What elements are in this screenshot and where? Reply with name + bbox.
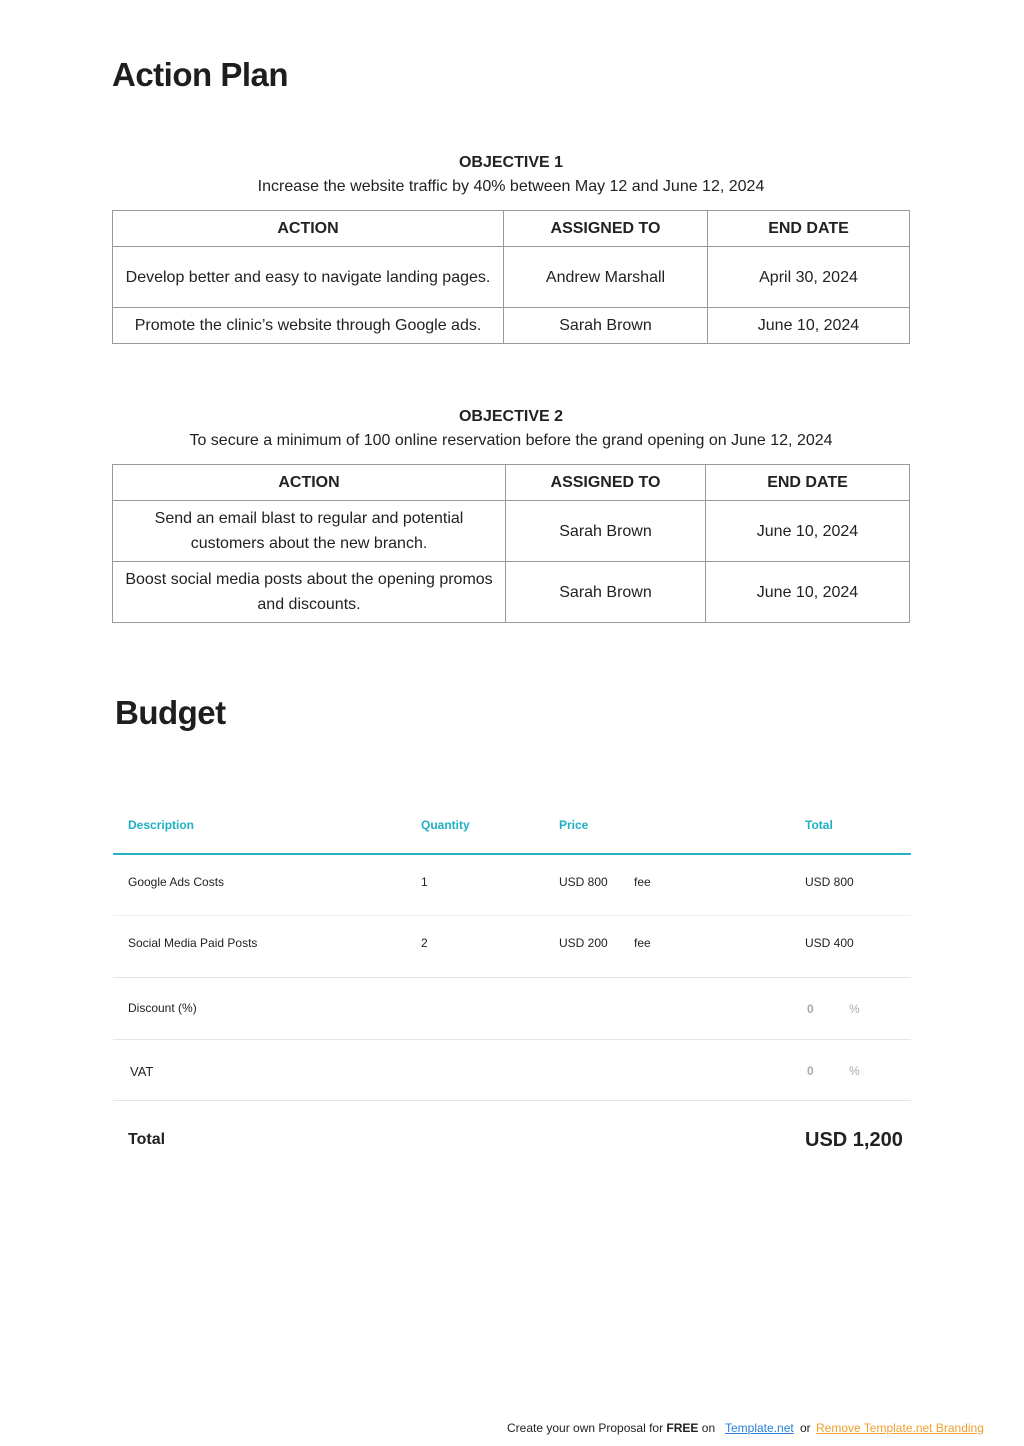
objective-label: OBJECTIVE 1 — [458, 154, 564, 171]
discount-unit: % — [849, 1002, 860, 1016]
col-price: Price — [559, 818, 589, 832]
footer-free: FREE — [666, 1421, 699, 1435]
item-unit: fee — [634, 936, 651, 950]
budget-title: Budget — [115, 694, 226, 731]
item-unit: fee — [634, 875, 651, 889]
header-end-date: END DATE — [706, 465, 910, 501]
item-quantity: 1 — [421, 875, 428, 889]
cell: April 30, 2024 — [708, 247, 910, 308]
item-price: USD 200 — [559, 936, 608, 950]
divider — [113, 1100, 911, 1101]
cell: Send an email blast to regular and potential customers about the new branch. — [113, 501, 506, 562]
cell: June 10, 2024 — [706, 501, 910, 562]
objective-1 — [112, 154, 910, 196]
cell: Boost social media posts about the opening promos and discounts. — [113, 562, 506, 623]
objective-text: To secure a minimum of 100 online reservation before the grand opening on June 12, 2024 — [189, 432, 833, 449]
cell: Promote the clinic’s website through Google ads. — [113, 308, 504, 344]
objective-2 — [112, 408, 910, 450]
cell: June 10, 2024 — [708, 308, 910, 344]
item-total: USD 800 — [805, 875, 854, 889]
header-divider — [113, 853, 911, 855]
cell: Develop better and easy to navigate landing pages. — [113, 247, 504, 308]
cell: Sarah Brown — [506, 501, 706, 562]
item-quantity: 2 — [421, 936, 428, 950]
item-description: Google Ads Costs — [128, 875, 225, 889]
header-action: ACTION — [113, 211, 504, 247]
footer-or: or — [800, 1421, 811, 1435]
footer-text — [507, 1421, 715, 1435]
cell: Sarah Brown — [506, 562, 706, 623]
divider — [113, 1039, 911, 1040]
action-table-2 — [112, 464, 910, 623]
action-plan-title: Action Plan — [112, 56, 289, 93]
discount-label: Discount (%) — [128, 1001, 197, 1015]
vat-value[interactable]: 0 — [807, 1064, 814, 1078]
header-end-date: END DATE — [708, 211, 910, 247]
table-row — [113, 562, 910, 623]
header-assigned: ASSIGNED TO — [506, 465, 706, 501]
cell: June 10, 2024 — [706, 562, 910, 623]
item-price: USD 800 — [559, 875, 608, 889]
cell: Andrew Marshall — [504, 247, 708, 308]
header-assigned: ASSIGNED TO — [504, 211, 708, 247]
header-action: ACTION — [113, 465, 506, 501]
footer-on: on — [698, 1421, 716, 1435]
col-description: Description — [128, 818, 195, 832]
divider — [113, 977, 911, 978]
objective-label: OBJECTIVE 2 — [458, 408, 564, 425]
footer-prefix: Create your own Proposal for — [507, 1421, 667, 1435]
col-total: Total — [805, 818, 833, 832]
table-row — [113, 501, 910, 562]
total-value: USD 1,200 — [805, 1129, 903, 1151]
table-row — [113, 308, 910, 344]
vat-unit: % — [849, 1064, 860, 1078]
template-link[interactable]: Template.net — [725, 1421, 794, 1435]
remove-branding-link[interactable]: Remove Template.net Branding — [816, 1421, 984, 1435]
objective-text: Increase the website traffic by 40% between May 12 and June 12, 2024 — [257, 178, 765, 195]
discount-value[interactable]: 0 — [807, 1002, 814, 1016]
divider — [113, 915, 911, 916]
vat-label: VAT — [130, 1064, 154, 1079]
cell: Sarah Brown — [504, 308, 708, 344]
col-quantity: Quantity — [421, 818, 470, 832]
item-description: Social Media Paid Posts — [128, 936, 258, 950]
table-row — [113, 247, 910, 308]
action-table-1 — [112, 210, 910, 344]
total-label: Total — [128, 1131, 166, 1148]
item-total: USD 400 — [805, 936, 854, 950]
